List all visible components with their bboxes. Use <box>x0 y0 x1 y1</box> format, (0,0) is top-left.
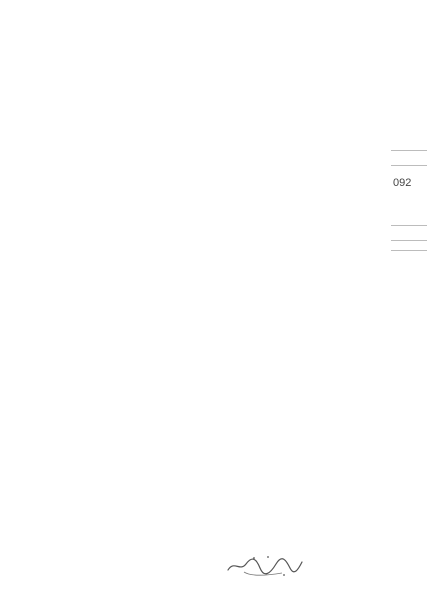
page-number: 092 <box>393 177 412 189</box>
text-line <box>42 197 202 206</box>
text-line <box>216 354 376 363</box>
text-line <box>216 105 376 114</box>
text-line <box>216 236 376 245</box>
text-line <box>216 328 376 337</box>
text-line <box>216 420 376 429</box>
text-line <box>216 276 376 285</box>
text-line <box>216 119 376 128</box>
text-line <box>216 92 376 101</box>
text-line <box>216 132 376 141</box>
text-line <box>216 40 376 49</box>
text-line <box>42 380 202 389</box>
text-line <box>216 263 376 272</box>
text-line <box>216 341 376 350</box>
text-line <box>42 66 202 75</box>
text-line <box>216 367 376 376</box>
text-line <box>42 158 202 167</box>
text-line <box>42 171 202 180</box>
margin-rule <box>391 225 427 226</box>
text-line <box>42 132 202 141</box>
text-line <box>216 66 376 75</box>
text-line <box>216 184 376 193</box>
text-line <box>216 289 376 298</box>
text-column-left <box>42 40 202 394</box>
text-line <box>42 289 202 298</box>
text-line <box>216 158 376 167</box>
text-line <box>216 250 376 259</box>
signature-logo-icon <box>224 552 304 578</box>
text-line <box>216 197 376 206</box>
text-line <box>42 250 202 259</box>
text-line <box>42 354 202 363</box>
text-line <box>42 105 202 114</box>
text-line <box>42 328 202 337</box>
text-line <box>216 302 376 311</box>
text-line <box>216 79 376 88</box>
text-line <box>42 40 202 49</box>
text-line <box>42 263 202 272</box>
text-line <box>42 223 202 232</box>
margin-rule <box>391 240 427 241</box>
text-line <box>216 210 376 219</box>
text-line <box>42 341 202 350</box>
text-line <box>216 446 376 455</box>
text-line <box>42 53 202 62</box>
text-line <box>216 171 376 180</box>
text-line <box>216 145 376 154</box>
text-line <box>216 394 376 403</box>
text-line <box>216 407 376 416</box>
text-line <box>42 236 202 245</box>
text-column-right <box>216 40 376 472</box>
text-line <box>42 276 202 285</box>
text-line <box>42 315 202 324</box>
text-line <box>42 145 202 154</box>
text-line <box>216 380 376 389</box>
text-line <box>42 367 202 376</box>
text-line <box>42 92 202 101</box>
text-line <box>42 119 202 128</box>
text-line <box>216 433 376 442</box>
margin-rule <box>391 165 427 166</box>
margin-rule <box>391 150 427 151</box>
text-line <box>42 302 202 311</box>
text-line <box>216 223 376 232</box>
text-line <box>216 459 376 468</box>
text-line <box>42 184 202 193</box>
text-line <box>216 53 376 62</box>
text-line <box>42 210 202 219</box>
margin-rule <box>391 250 427 251</box>
text-line <box>216 315 376 324</box>
text-line <box>42 79 202 88</box>
